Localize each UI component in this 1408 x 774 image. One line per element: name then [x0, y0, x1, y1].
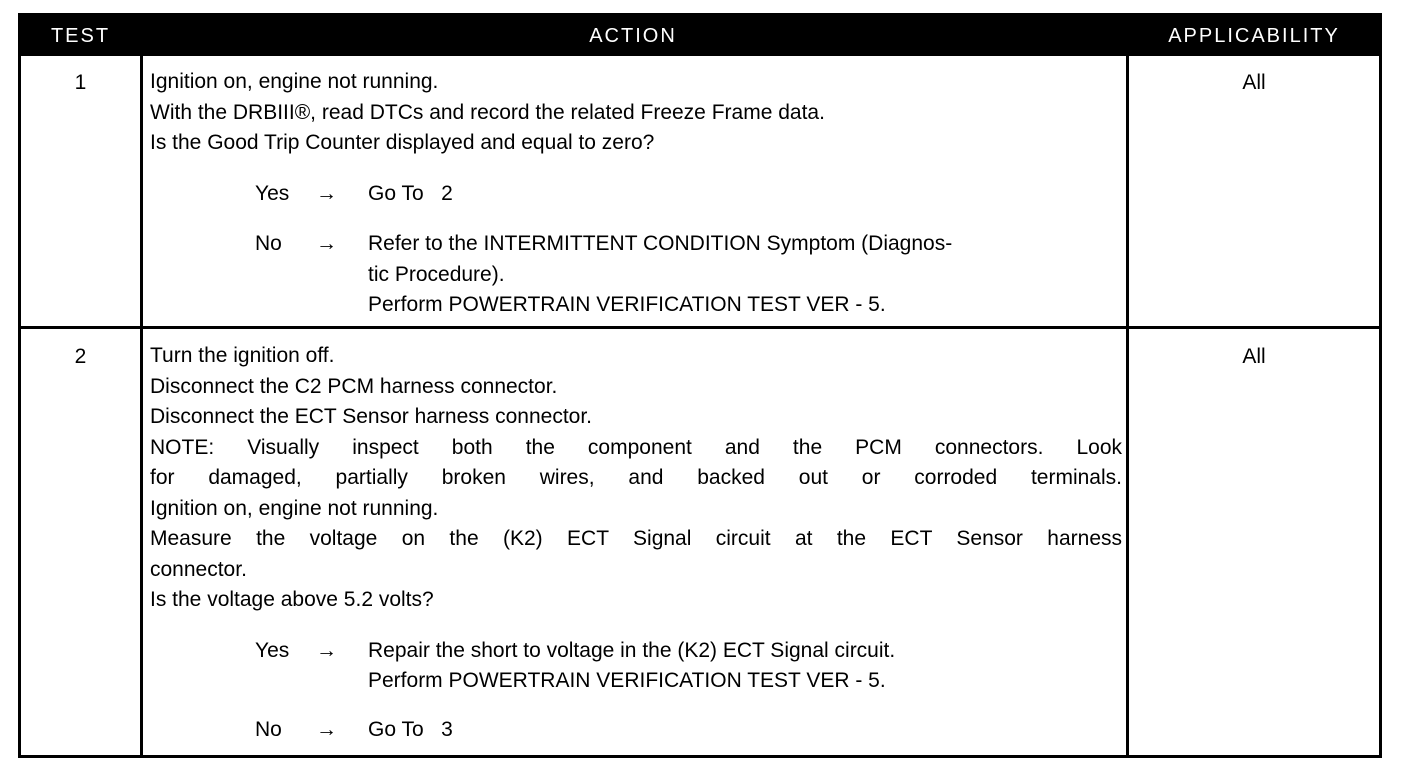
action-line: Disconnect the C2 PCM harness connector.: [150, 374, 558, 398]
header-action: ACTION: [589, 25, 677, 47]
action-line: Ignition on, engine not running.: [150, 70, 439, 93]
action-line: With the DRBIII®, read DTCs and record the related Freeze Frame data.: [150, 100, 825, 124]
action-line: connector.: [150, 557, 247, 581]
outcome-label: Yes: [255, 638, 290, 662]
outcome-result: Repair the short to voltage in the (K2) ECT Signal circuit.: [368, 638, 896, 662]
action-line: Is the Good Trip Counter displayed and equal to zero?: [150, 131, 655, 154]
action-line: for damaged, partially broken wires, and backed out or corroded terminals.: [150, 466, 1122, 489]
header-test: TEST: [50, 25, 111, 47]
outcome-label: No: [255, 232, 282, 255]
row-1-applicability: All: [1242, 71, 1266, 94]
row-1-action: [150, 67, 1122, 321]
action-line: Turn the ignition off.: [150, 344, 335, 367]
action-line: Is the voltage above 5.2 volts?: [150, 588, 434, 611]
outcome-result: Perform POWERTRAIN VERIFICATION TEST VER - 5.: [368, 669, 886, 692]
row-1-test-number: 1: [74, 71, 87, 94]
row-divider: [21, 326, 1379, 329]
outcome-label: No: [255, 717, 282, 741]
outcome-result: Refer to the INTERMITTENT CONDITION Symptom (Diagnos-: [368, 232, 953, 255]
action-line: Measure the voltage on the (K2) ECT Signal circuit at the ECT Sensor harness: [150, 527, 1122, 550]
column-divider-action: [1126, 56, 1129, 755]
action-line: Disconnect the ECT Sensor harness connector.: [150, 405, 593, 428]
column-divider-test: [140, 56, 143, 755]
action-line: Ignition on, engine not running.: [150, 496, 439, 520]
outcome-result: Go To 2: [368, 181, 453, 205]
outcome-result: tic Procedure).: [368, 262, 505, 286]
table-header: [21, 16, 1379, 56]
row-2-action: [150, 341, 1122, 745]
arrow-icon: →: [316, 181, 337, 205]
outcome-result: Go To 3: [368, 717, 453, 741]
outcome-label: Yes: [255, 181, 290, 205]
outcome-yes: [150, 636, 1122, 697]
row-2-test-number: 2: [74, 345, 87, 368]
outcome-no: [150, 715, 1122, 746]
arrow-icon: →: [316, 717, 337, 741]
row-2-applicability: All: [1242, 345, 1266, 368]
arrow-icon: →: [316, 232, 337, 255]
arrow-icon: →: [316, 638, 337, 662]
header-applicability: APPLICABILITY: [1168, 25, 1340, 47]
action-line: NOTE: Visually inspect both the component and the PCM connectors. Look: [150, 435, 1122, 459]
outcome-yes: [150, 179, 1122, 210]
outcome-result: Perform POWERTRAIN VERIFICATION TEST VER - 5.: [368, 293, 886, 316]
diagnostic-test-table: [18, 13, 1382, 758]
outcome-no: [150, 229, 1122, 321]
